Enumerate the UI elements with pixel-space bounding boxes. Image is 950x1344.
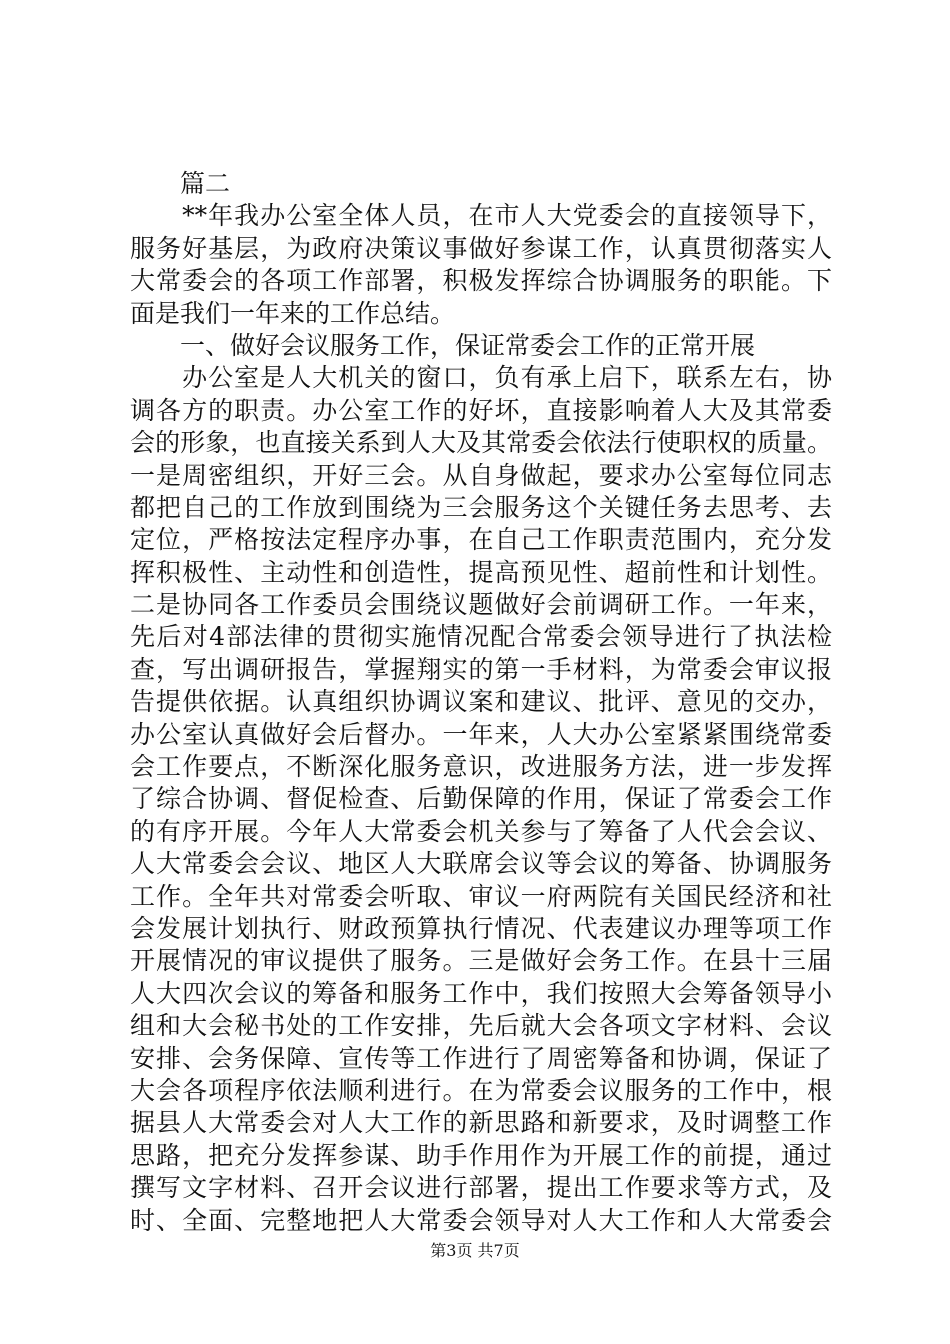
text-line: 思路，把充分发挥参谋、助手作用作为开展工作的前提，通过 xyxy=(130,1140,832,1170)
text-line: 一是周密组织，开好三会。从自身做起，要求办公室每位同志 xyxy=(130,460,832,490)
text-line: 撰写文字材料、召开会议进行部署，提出工作要求等方式，及 xyxy=(130,1173,832,1203)
text-line: **年我办公室全体人员，在市人大党委会的直接领导下， xyxy=(130,201,832,231)
text-line: 的有序开展。今年人大常委会机关参与了筹备了人代会会议、 xyxy=(130,816,832,846)
text-line: 人大四次会议的筹备和服务工作中，我们按照大会筹备领导小 xyxy=(130,978,832,1008)
text-line: 先后对4部法律的贯彻实施情况配合常委会领导进行了执法检 xyxy=(130,622,832,652)
text-line: 会工作要点，不断深化服务意识，改进服务方法，进一步发挥 xyxy=(130,752,832,782)
text-line: 了综合协调、督促检查、后勤保障的作用，保证了常委会工作 xyxy=(130,784,832,814)
text-line: 办公室认真做好会后督办。一年来，人大办公室紧紧围绕常委 xyxy=(130,719,832,749)
text-line: 面是我们一年来的工作总结。 xyxy=(130,298,456,328)
document-body xyxy=(130,168,832,1237)
text-line: 时、全面、完整地把人大常委会领导对人大工作和人大常委会 xyxy=(130,1205,832,1235)
text-line: 查，写出调研报告，掌握翔实的第一手材料，为常委会审议报 xyxy=(130,654,832,684)
text-line: 服务好基层，为政府决策议事做好参谋工作，认真贯彻落实人 xyxy=(130,233,832,263)
text-line: 会的形象，也直接关系到人大及其常委会依法行使职权的质量。 xyxy=(130,428,832,458)
text-line: 开展情况的审议提供了服务。三是做好会务工作。在县十三届 xyxy=(130,946,832,976)
text-line: 会发展计划执行、财政预算执行情况、代表建议办理等项工作 xyxy=(130,913,832,943)
text-line: 人大常委会会议、地区人大联席会议等会议的筹备、协调服务 xyxy=(130,849,832,879)
text-line: 据县人大常委会对人大工作的新思路和新要求，及时调整工作 xyxy=(130,1108,832,1138)
page-footer: 第3页 共7页 xyxy=(430,1241,520,1260)
text-line: 办公室是人大机关的窗口，负有承上启下，联系左右，协 xyxy=(130,363,832,393)
text-line: 调各方的职责。办公室工作的好坏，直接影响着人大及其常委 xyxy=(130,395,832,425)
text-line: 都把自己的工作放到围绕为三会服务这个关键任务去思考、去 xyxy=(130,492,832,522)
text-line: 组和大会秘书处的工作安排，先后就大会各项文字材料、会议 xyxy=(130,1011,832,1041)
text-line: 定位，严格按法定程序办事，在自己工作职责范围内，充分发 xyxy=(130,525,832,555)
text-line: 大常委会的各项工作部署，积极发挥综合协调服务的职能。下 xyxy=(130,266,832,296)
text-line: 二是协同各工作委员会围绕议题做好会前调研工作。一年来， xyxy=(130,590,832,620)
text-line: 大会各项程序依法顺利进行。在为常委会议服务的工作中，根 xyxy=(130,1075,832,1105)
text-line: 安排、会务保障、宣传等工作进行了周密筹备和协调，保证了 xyxy=(130,1043,832,1073)
text-line: 挥积极性、主动性和创造性，提高预见性、超前性和计划性。 xyxy=(130,557,832,587)
text-line: 篇二 xyxy=(130,169,231,198)
text-line: 一、做好会议服务工作，保证常委会工作的正常开展 xyxy=(130,330,756,360)
text-line: 告提供依据。认真组织协调议案和建议、批评、意见的交办， xyxy=(130,687,832,717)
text-line: 工作。全年共对常委会听取、审议一府两院有关国民经济和社 xyxy=(130,881,832,911)
